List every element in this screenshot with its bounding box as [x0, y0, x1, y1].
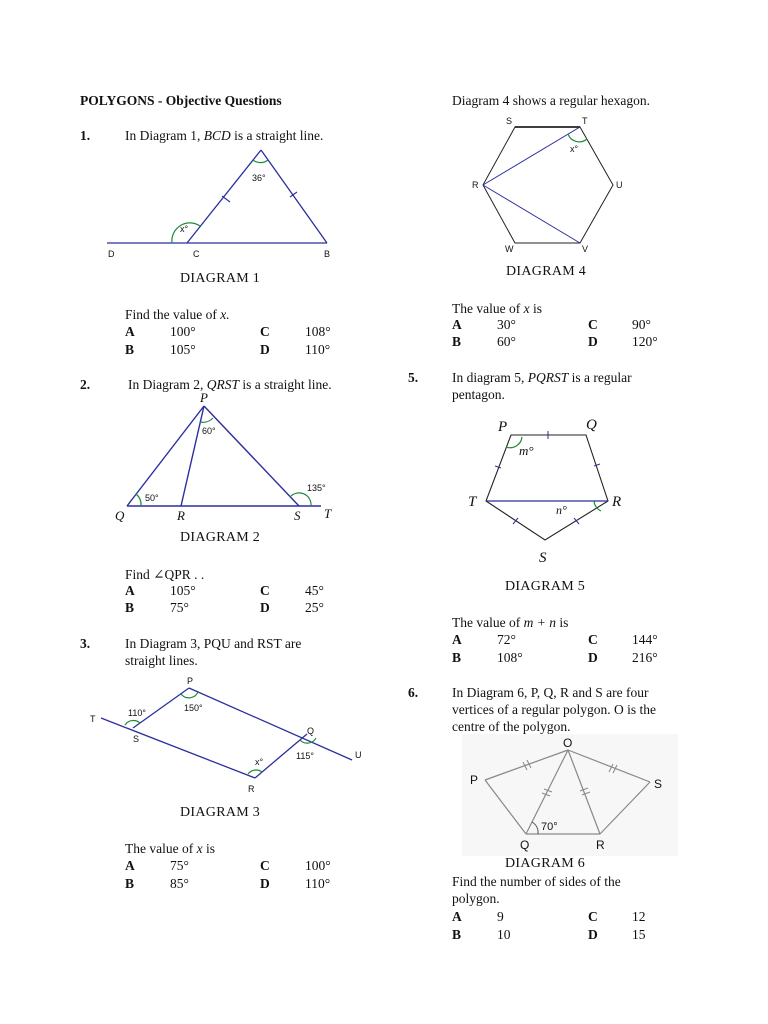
q4-option-b-value[interactable]: 60°	[497, 334, 516, 349]
q6-option-c-letter[interactable]: C	[588, 909, 598, 924]
q5-option-c-letter[interactable]: C	[588, 632, 598, 647]
q2-prompt: Find ∠QPR . .	[125, 567, 205, 582]
q1-stem-pre: In Diagram 1,	[125, 128, 204, 143]
q4-option-c-value[interactable]: 90°	[632, 317, 651, 332]
q2-angle-60: 60°	[202, 426, 216, 436]
q5-option-b-letter[interactable]: B	[452, 650, 462, 665]
q5-option-a-value[interactable]: 72°	[497, 632, 516, 647]
q5-stem-var: PQRST	[527, 370, 569, 385]
q2-option-c-letter[interactable]: C	[260, 583, 270, 598]
q3-label-u: U	[355, 750, 362, 760]
q1-option-c-value[interactable]: 108°	[305, 324, 331, 339]
q4-label-t: T	[582, 116, 588, 126]
q2-label-r: R	[177, 508, 185, 523]
q6-angle-70: 70°	[541, 821, 558, 833]
q5-label-q: Q	[586, 417, 597, 433]
q2-label-t: T	[324, 506, 332, 521]
q5-stem-line2: pentagon.	[452, 387, 505, 402]
q3-number: 3.	[80, 636, 91, 651]
q2-option-d-value[interactable]: 25°	[305, 600, 324, 615]
q6-stem-line2: vertices of a regular polygon. O is the	[452, 702, 656, 717]
q5-option-c-value[interactable]: 144°	[632, 632, 658, 647]
q6-prompt-line2: polygon.	[452, 891, 500, 906]
q3-prompt-post: is	[202, 841, 215, 856]
q6-stem-line1: In Diagram 6, P, Q, R and S are four	[452, 685, 649, 700]
q4-prompt-post: is	[529, 301, 542, 316]
q6-option-b-letter[interactable]: B	[452, 927, 462, 942]
q4-label-w: W	[505, 244, 514, 254]
q6-option-b-value[interactable]: 10	[497, 927, 511, 942]
q3-option-c-value[interactable]: 100°	[305, 858, 331, 873]
q5-option-b-value[interactable]: 108°	[497, 650, 523, 665]
q5-option-a-letter[interactable]: A	[452, 632, 462, 647]
q3-prompt-var: x	[196, 841, 203, 856]
q4-option-c-letter[interactable]: C	[588, 317, 598, 332]
q5-label-r: R	[612, 494, 622, 510]
q1-option-a-letter[interactable]: A	[125, 324, 135, 339]
diagram-6-bg	[462, 734, 678, 856]
q1-stem-var: BCD	[203, 128, 231, 143]
q1-label-b: B	[324, 249, 331, 259]
q6-option-a-letter[interactable]: A	[452, 909, 462, 924]
q5-option-d-value[interactable]: 216°	[632, 650, 658, 665]
q1-number: 1.	[80, 128, 91, 143]
q1-option-b-value[interactable]: 105°	[170, 342, 196, 357]
q2-angle-135: 135°	[307, 483, 326, 493]
q6-prompt-line1: Find the number of sides of the	[452, 874, 621, 889]
q4-stem: Diagram 4 shows a regular hexagon.	[452, 93, 650, 108]
q1-angle-x: x°	[180, 224, 189, 234]
q4-label-u: U	[616, 180, 623, 190]
q4-diagram-caption: DIAGRAM 4	[506, 264, 587, 279]
q2-option-b-value[interactable]: 75°	[170, 600, 189, 615]
q5-label-s: S	[539, 550, 547, 566]
q2-number: 2.	[80, 377, 91, 392]
q3-label-r: R	[248, 784, 255, 794]
q4-option-d-value[interactable]: 120°	[632, 334, 658, 349]
q5-prompt-var: m + n	[523, 615, 556, 630]
q1-option-d-letter[interactable]: D	[260, 342, 270, 357]
q6-diagram-caption: DIAGRAM 6	[505, 856, 586, 871]
q3-angle-110: 110°	[128, 708, 146, 718]
q2-diagram-caption: DIAGRAM 2	[180, 530, 261, 545]
q1-option-c-letter[interactable]: C	[260, 324, 270, 339]
q5-stem-pre: In diagram 5,	[452, 370, 528, 385]
q6-label-s: S	[654, 777, 663, 791]
page-title: POLYGONS - Objective Questions	[80, 93, 282, 108]
q3-option-c-letter[interactable]: C	[260, 858, 270, 873]
q4-prompt-pre: The value of	[452, 301, 524, 316]
q4-label-v: V	[582, 244, 589, 254]
q2-stem-var: QRST	[206, 377, 239, 392]
q4-option-a-letter[interactable]: A	[452, 317, 462, 332]
q5-angle-m: m°	[519, 443, 534, 458]
q3-angle-150: 150°	[184, 703, 203, 713]
q6-label-r: R	[596, 838, 605, 852]
q3-option-d-value[interactable]: 110°	[305, 876, 331, 891]
q5-diagram-caption: DIAGRAM 5	[505, 579, 586, 594]
q3-label-q: Q	[307, 726, 315, 736]
q1-option-d-value[interactable]: 110°	[305, 342, 331, 357]
q1-prompt-pre: Find the value of	[125, 307, 221, 322]
q3-prompt-pre: The value of	[125, 841, 197, 856]
q1-option-a-value[interactable]: 100°	[170, 324, 196, 339]
q3-option-a-letter[interactable]: A	[125, 858, 135, 873]
q1-diagram-caption: DIAGRAM 1	[180, 271, 261, 286]
q3-diagram-caption: DIAGRAM 3	[180, 805, 261, 820]
q6-option-c-value[interactable]: 12	[632, 909, 646, 924]
q4-prompt-var: x	[523, 301, 530, 316]
q3-label-t: T	[90, 714, 96, 724]
q4-option-a-value[interactable]: 30°	[497, 317, 516, 332]
q3-stem-line2: straight lines.	[125, 653, 198, 668]
q6-option-d-letter[interactable]: D	[588, 927, 598, 942]
q4-label-s: S	[506, 116, 513, 126]
q3-angle-x: x°	[255, 757, 264, 767]
q2-angle-50: 50°	[145, 493, 159, 503]
q3-angle-115: 115°	[296, 751, 314, 761]
q6-option-a-value[interactable]: 9	[497, 909, 504, 924]
q5-prompt-post: is	[555, 615, 569, 630]
q5-angle-n: n°	[556, 503, 567, 517]
q4-label-r: R	[472, 180, 479, 190]
q6-label-p: P	[470, 773, 479, 787]
q4-angle-x: x°	[570, 144, 579, 154]
q2-option-c-value[interactable]: 45°	[305, 583, 324, 598]
q2-option-a-value[interactable]: 105°	[170, 583, 196, 598]
q1-prompt-var: x.	[220, 307, 230, 322]
q5-number: 5.	[408, 370, 419, 385]
q5-stem-post: is a regular	[568, 370, 632, 385]
q3-option-b-value[interactable]: 85°	[170, 876, 189, 891]
q5-option-d-letter[interactable]: D	[588, 650, 598, 665]
q3-label-p: P	[187, 676, 194, 686]
q2-label-q: Q	[115, 508, 125, 523]
q1-option-b-letter[interactable]: B	[125, 342, 135, 357]
q6-option-d-value[interactable]: 15	[632, 927, 646, 942]
q2-label-p: P	[200, 390, 208, 405]
q1-label-c: C	[193, 249, 200, 259]
q2-option-d-letter[interactable]: D	[260, 600, 270, 615]
q3-option-a-value[interactable]: 75°	[170, 858, 189, 873]
q6-stem-line3: centre of the polygon.	[452, 719, 571, 734]
q2-stem-post: is a straight line.	[239, 377, 332, 392]
q5-prompt-pre: The value of	[452, 615, 524, 630]
q6-label-q: Q	[520, 838, 530, 852]
q5-label-p: P	[498, 419, 508, 435]
q4-option-d-letter[interactable]: D	[588, 334, 598, 349]
q2-label-s: S	[294, 508, 301, 523]
q4-option-b-letter[interactable]: B	[452, 334, 462, 349]
q6-number: 6.	[408, 685, 419, 700]
q3-option-d-letter[interactable]: D	[260, 876, 270, 891]
q5-label-t: T	[468, 494, 477, 510]
q6-label-o: O	[563, 736, 573, 750]
q1-angle-36: 36°	[252, 173, 266, 183]
q1-stem-post: is a straight line.	[230, 128, 324, 143]
q2-stem-pre: In Diagram 2,	[128, 377, 207, 392]
q2-option-a-letter[interactable]: A	[125, 583, 135, 598]
q3-label-s: S	[133, 734, 140, 744]
q1-label-d: D	[108, 249, 115, 259]
q3-option-b-letter[interactable]: B	[125, 876, 135, 891]
q3-stem-line1: In Diagram 3, PQU and RST are	[125, 636, 302, 651]
q2-option-b-letter[interactable]: B	[125, 600, 135, 615]
